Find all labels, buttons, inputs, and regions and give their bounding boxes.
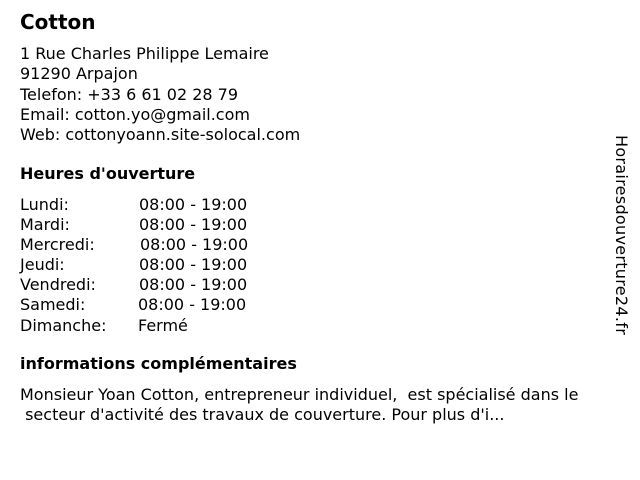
brand-watermark[interactable] xyxy=(611,135,635,371)
info-description-line2: secteur d'activité des travaux de couverture. Pour plus d'i... xyxy=(20,405,505,424)
address-city: 91290 Arpajon xyxy=(20,64,138,83)
hours-time-sunday: Fermé xyxy=(138,316,188,335)
info-heading: informations complémentaires xyxy=(20,354,297,373)
hours-time-monday: 08:00 - 19:00 xyxy=(139,195,248,214)
phone-line[interactable]: Telefon: +33 6 61 02 28 79 xyxy=(20,85,239,104)
hours-day-wednesday: Mercredi: xyxy=(20,235,95,254)
business-name: Cotton xyxy=(20,10,96,34)
hours-time-friday: 08:00 - 19:00 xyxy=(139,275,248,294)
hours-day-monday: Lundi: xyxy=(20,195,69,214)
hours-day-friday: Vendredi: xyxy=(20,275,96,294)
hours-heading: Heures d'ouverture xyxy=(20,164,196,183)
hours-day-sunday: Dimanche: xyxy=(20,316,107,335)
hours-time-saturday: 08:00 - 19:00 xyxy=(138,295,247,314)
brand-vertical-text: Horairesdouverture24.fr xyxy=(612,135,631,336)
hours-day-saturday: Samedi: xyxy=(20,295,86,314)
hours-day-tuesday: Mardi: xyxy=(20,215,70,234)
hours-time-thursday: 08:00 - 19:00 xyxy=(139,255,248,274)
address-street: 1 Rue Charles Philippe Lemaire xyxy=(20,44,269,63)
hours-time-wednesday: 08:00 - 19:00 xyxy=(140,235,249,254)
hours-day-thursday: Jeudi: xyxy=(20,255,65,274)
hours-time-tuesday: 08:00 - 19:00 xyxy=(139,215,248,234)
email-line[interactable]: Email: cotton.yo@gmail.com xyxy=(20,105,250,124)
info-description-line1: Monsieur Yoan Cotton, entrepreneur individuel, est spécialisé dans le xyxy=(20,385,579,404)
web-line[interactable]: Web: cottonyoann.site-solocal.com xyxy=(20,125,301,144)
